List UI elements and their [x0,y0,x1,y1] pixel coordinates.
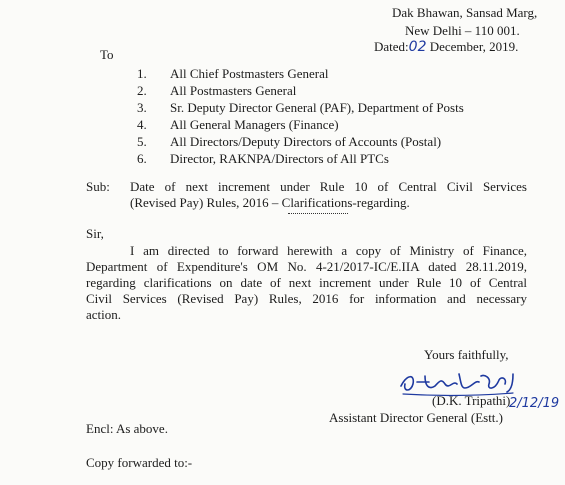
dated-day-handwritten: 02 [408,39,427,55]
signatory-name: (D.K. Tripathi) [432,393,511,408]
signatory-designation: Assistant Director General (Estt.) [329,410,504,425]
list-item-text: All Directors/Deputy Directors of Accounts (Postal) [170,134,442,149]
list-item-number: 6. [137,151,147,166]
address-line-1: Dak Bhawan, Sansad Marg, [392,5,538,20]
body-line-1: I am directed to forward herewith a copy of Ministry of Finance, [130,243,527,258]
dated-rest: December, 2019. [426,39,519,54]
body-line-2: Department of Expenditure's OM No. 4-21/2017-IC/E.IIA dated 28.11.2019, [86,259,527,274]
to-label: To [100,47,114,62]
subject-line-1: Date of next increment under Rule 10 of Central Civil Services [130,179,527,194]
salutation: Sir, [86,226,104,241]
body-line-5: action. [86,307,122,322]
list-item-text: Director, RAKNPA/Directors of All PTCs [170,151,389,166]
list-item-text: All Postmasters General [170,83,297,98]
subject-label: Sub: [86,179,110,194]
list-item-text: Sr. Deputy Director General (PAF), Department of Posts [170,100,464,115]
body-line-4: Civil Services (Revised Pay) Rules, 2016 for information and necessary [86,291,527,306]
body-line-3: regarding clarifications on date of next increment under Rule 10 of Central [86,275,527,290]
list-item-text: All Chief Postmasters General [170,66,329,81]
subject-line-2: (Revised Pay) Rules, 2016 – Clarifications-regarding. [130,195,410,210]
address-line-2: New Delhi – 110 001. [405,23,520,38]
copy-forwarded-label: Copy forwarded to:- [86,455,193,470]
dated-prefix: Dated: [374,39,409,54]
dated-line [374,38,518,56]
list-item-text: All General Managers (Finance) [170,117,339,132]
closing: Yours faithfully, [424,347,509,362]
list-item-number: 1. [137,66,147,81]
list-item-number: 2. [137,83,147,98]
list-item-number: 5. [137,134,147,149]
signatory-handwritten-date: 2/12/19 [509,396,560,411]
list-item-number: 3. [137,100,147,115]
subject-separator [288,213,348,214]
list-item-number: 4. [137,117,147,132]
enclosure-note: Encl: As above. [86,421,168,436]
